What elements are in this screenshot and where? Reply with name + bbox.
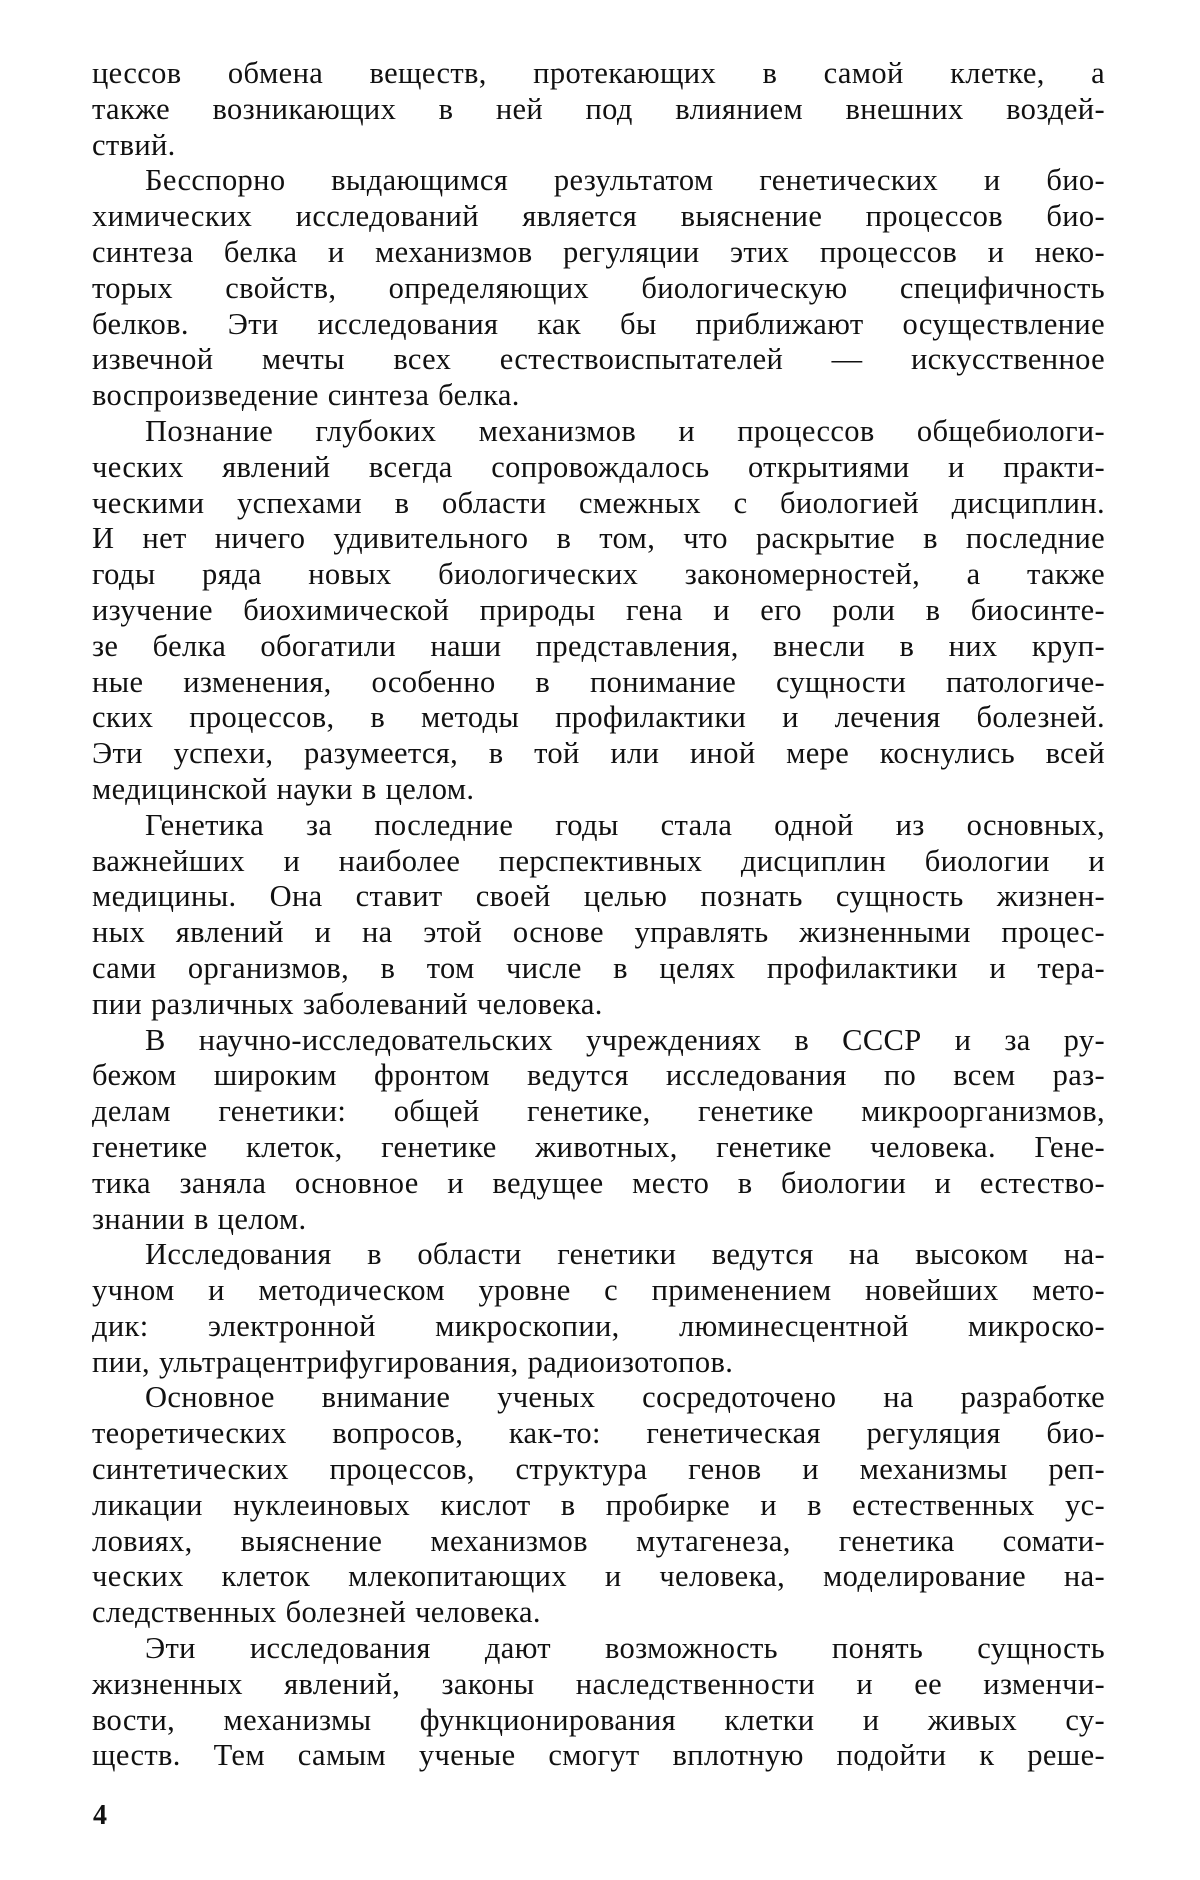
text-line: И нет ничего удивительного в том, что раскрытие в последние: [92, 521, 1105, 556]
text-line: дик: электронной микроскопии, люминесцентной микроско-: [92, 1308, 1105, 1343]
text-line: В научно-исследовательских учреждениях в СССР и за ру-: [145, 1022, 1105, 1057]
text-line: ные изменения, особенно в понимание сущности патологиче-: [92, 664, 1105, 699]
text-line: тика заняла основное и ведущее место в биологии и естество-: [92, 1165, 1105, 1200]
text-line: ских процессов, в методы профилактики и лечения болезней.: [92, 700, 1105, 735]
text-line: Основное внимание ученых сосредоточено на разработке: [145, 1380, 1105, 1415]
text-line: Бесспорно выдающимся результатом генетических и био-: [145, 163, 1105, 198]
text-line: синтеза белка и механизмов регуляции этих процессов и неко-: [92, 234, 1105, 269]
text-line: сами организмов, в том числе в целях профилактики и тера-: [92, 950, 1105, 985]
text-line: химических исследований является выяснение процессов био-: [92, 199, 1105, 234]
text-line: пии различных заболеваний человека.: [92, 986, 603, 1021]
text-line: Познание глубоких механизмов и процессов общебиологи-: [145, 413, 1105, 448]
text-line: извечной мечты всех естествоиспытателей — искусственное: [92, 342, 1105, 377]
text-line: Генетика за последние годы стала одной из основных,: [145, 807, 1105, 842]
text-line: ческих клеток млекопитающих и человека, моделирование на-: [92, 1559, 1105, 1594]
text-line: пии, ультрацентрифугирования, радиоизотопов.: [92, 1344, 734, 1379]
text-line: цессов обмена веществ, протекающих в самой клетке, а: [92, 56, 1105, 90]
text-line: бежом широким фронтом ведутся исследования по всем раз-: [92, 1058, 1105, 1093]
text-line: также возникающих в ней под влиянием внешних воздей-: [92, 91, 1105, 126]
text-line: генетике клеток, генетике животных, генетике человека. Гене-: [92, 1129, 1105, 1164]
text-line: жизненных явлений, законы наследственности и ее изменчи-: [92, 1666, 1105, 1701]
text-line: вости, механизмы функционирования клетки и живых су-: [92, 1702, 1105, 1737]
text-line: ческих явлений всегда сопровождалось открытиями и практи-: [92, 449, 1105, 484]
text-line: важнейших и наиболее перспективных дисциплин биологии и: [92, 843, 1105, 878]
text-line: ществ. Тем самым ученые смогут вплотную подойти к реше-: [92, 1738, 1105, 1773]
body-text: [92, 56, 1105, 1774]
text-line: делам генетики: общей генетике, генетике микроорганизмов,: [92, 1094, 1105, 1129]
text-line: ческими успехами в области смежных с биологией дисциплин.: [92, 485, 1105, 520]
text-line: ствий.: [92, 127, 176, 162]
text-line: следственных болезней человека.: [92, 1595, 541, 1630]
page-number: 4: [93, 1800, 107, 1831]
text-line: теоретических вопросов, как-то: генетическая регуляция био-: [92, 1416, 1105, 1451]
text-line: ных явлений и на этой основе управлять жизненными процес-: [92, 915, 1105, 950]
text-line: синтетических процессов, структура генов и механизмы реп-: [92, 1452, 1105, 1487]
text-line: воспроизведение синтеза белка.: [92, 378, 520, 413]
text-line: Эти исследования дают возможность понять сущность: [145, 1631, 1105, 1666]
text-line: годы ряда новых биологических закономерностей, а также: [92, 557, 1105, 592]
text-line: медицинской науки в целом.: [92, 771, 475, 806]
text-line: белков. Эти исследования как бы приближают осуществление: [92, 306, 1105, 341]
text-line: знании в целом.: [92, 1201, 307, 1236]
text-line: учном и методическом уровне с применением новейших мето-: [92, 1273, 1105, 1308]
text-line: изучение биохимической природы гена и его роли в биосинте-: [92, 592, 1105, 627]
text-line: торых свойств, определяющих биологическую специфичность: [92, 270, 1105, 305]
text-line: ловиях, выяснение механизмов мутагенеза, генетика сомати-: [92, 1523, 1105, 1558]
text-line: Исследования в области генетики ведутся на высоком на-: [145, 1237, 1105, 1272]
text-line: зе белка обогатили наши представления, внесли в них круп-: [92, 628, 1105, 663]
text-line: медицины. Она ставит своей целью познать сущность жизнен-: [92, 879, 1105, 914]
text-line: ликации нуклеиновых кислот в пробирке и в естественных ус-: [92, 1487, 1105, 1522]
text-line: Эти успехи, разумеется, в той или иной мере коснулись всей: [92, 736, 1105, 771]
